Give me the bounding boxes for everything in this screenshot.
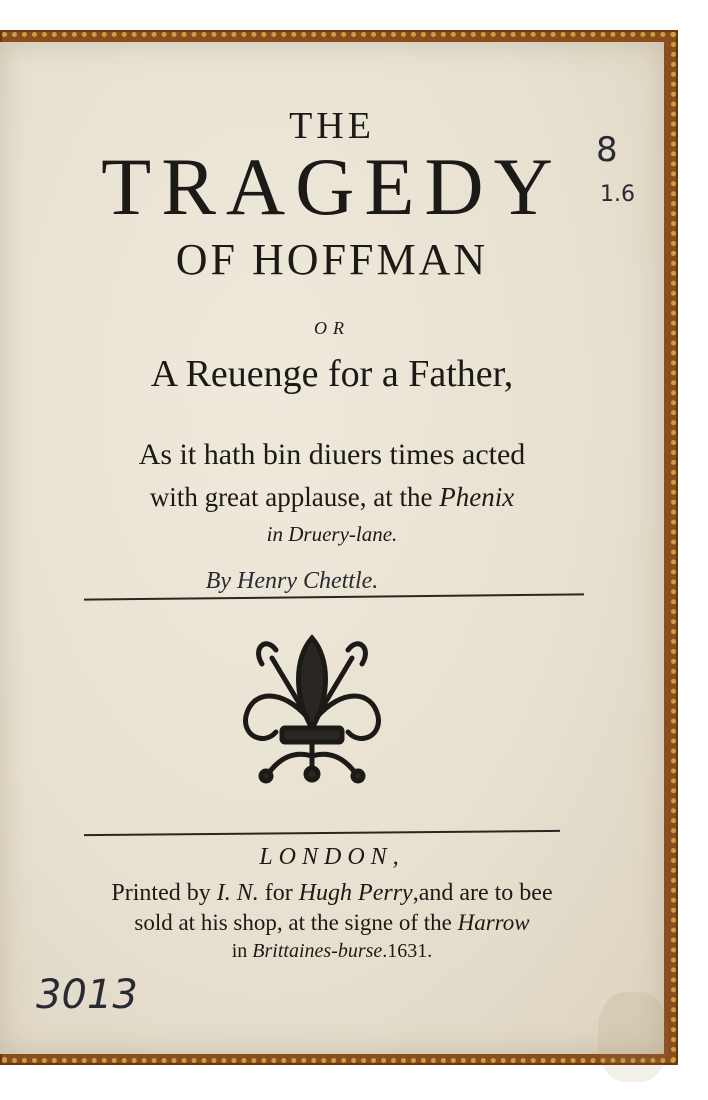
imprint-date: .1631. [382, 940, 433, 962]
lower-rule [84, 830, 560, 836]
title-line-of-hoffman: OF HOFFMAN [175, 235, 489, 284]
pencil-mark-8: 8 [596, 130, 618, 170]
imprint-place: Brittaines-burse [252, 940, 383, 962]
imprint-printed-by: Printed by [111, 880, 217, 906]
title-line-tragedy: TRAGEDY [101, 141, 563, 232]
title-line-the: THE [289, 105, 375, 147]
imprint-sign: Harrow [457, 910, 530, 935]
acted-line-2-text: with great applause, at the [149, 482, 440, 512]
imprint-line-1 [0, 880, 664, 907]
imprint-for: for [258, 880, 299, 906]
imprint-printer: I. N. [216, 880, 259, 906]
theatre-name: Phenix [439, 482, 515, 512]
title-page [0, 42, 664, 1054]
imprint-shop: sold at his shop, at the signe of the [134, 910, 458, 935]
author-inscription: By Henry Chettle. [205, 568, 379, 594]
title-line-or: OR [314, 318, 350, 338]
lot-number: 3013 [36, 972, 138, 1018]
imprint-line-1-end: ,and are to bee [412, 880, 553, 906]
imprint-in: in [231, 940, 253, 962]
acted-line-1: As it hath bin diuers times acted [138, 438, 526, 471]
fleur-de-lis-ornament-icon [232, 628, 392, 788]
imprint-publisher: Hugh Perry [298, 880, 413, 906]
subtitle-revenge: A Reuenge for a Father, [150, 353, 514, 395]
acted-line-2 [0, 482, 664, 513]
paper-stain [598, 992, 668, 1082]
imprint-line-2 [0, 910, 664, 936]
imprint-line-3 [0, 940, 664, 963]
imprint-city: LONDON, [259, 844, 405, 870]
acted-line-3: in Druery-lane. [266, 522, 398, 546]
pencil-mark-1-6: 1.6 [600, 182, 635, 207]
